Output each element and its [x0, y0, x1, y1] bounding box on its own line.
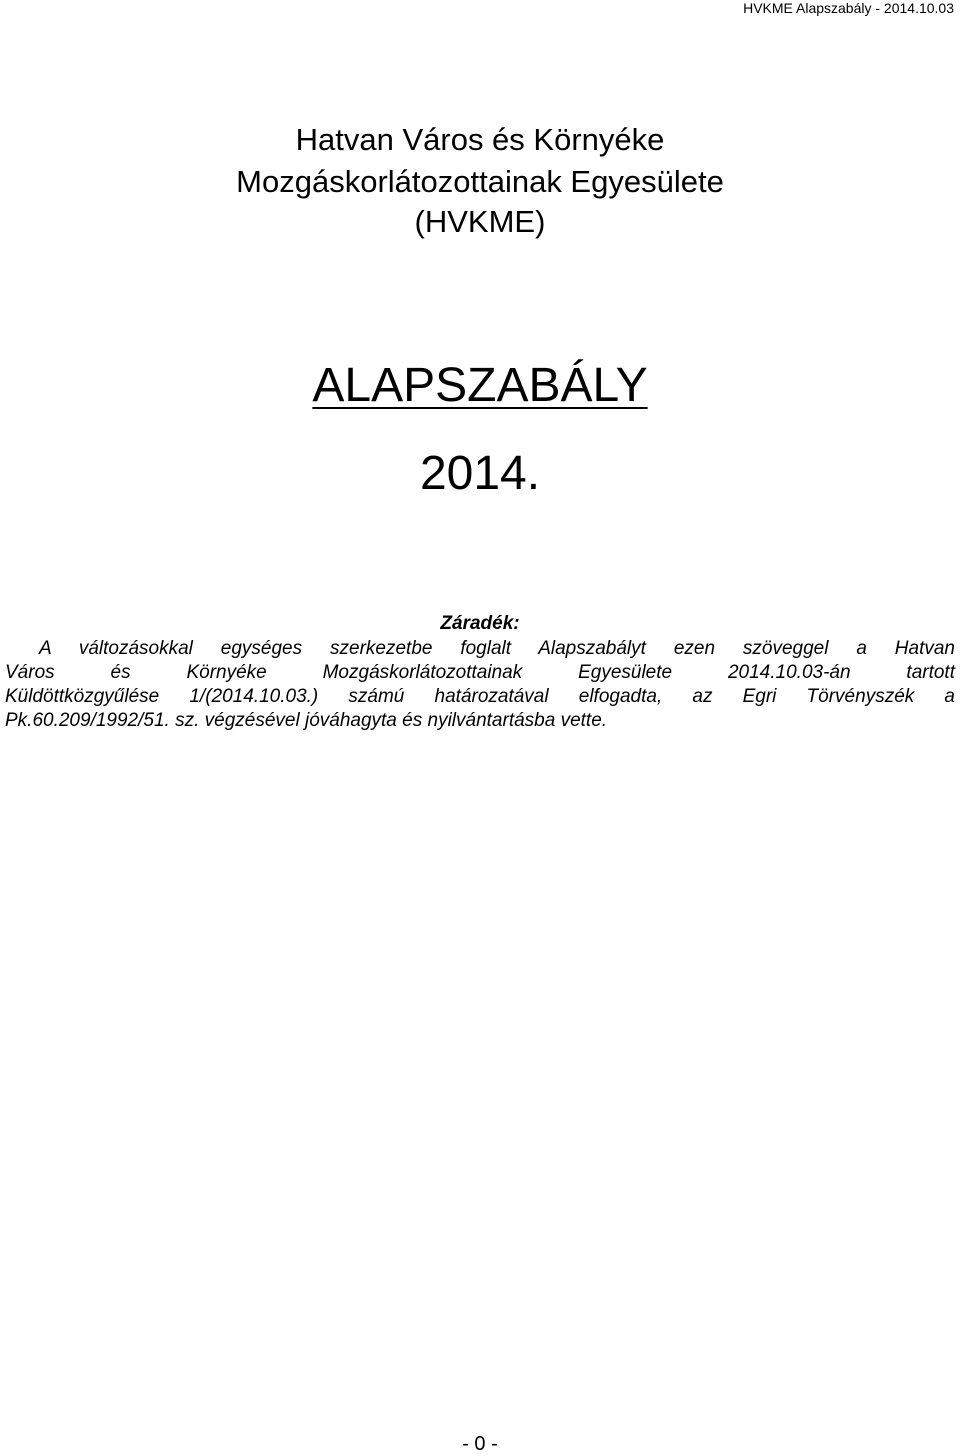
organization-name-line-2: Mozgáskorlátozottainak Egyesülete — [236, 164, 724, 199]
running-header: HVKME Alapszabály - 2014.10.03 — [743, 0, 954, 16]
clause-line: Város és Környéke Mozgáskorlátozottainak Egyesülete 2014.10.03-án tartott — [5, 662, 955, 683]
clause-line: A változásokkal egységes szerkezetbe foglalt Alapszabályt ezen szöveggel a Hatvan — [39, 638, 955, 659]
document-year: 2014. — [419, 447, 541, 500]
document-title: ALAPSZABÁLY — [312, 359, 648, 412]
organization-abbreviation: (HVKME) — [414, 204, 546, 239]
clause-body — [5, 637, 955, 733]
clause-line: Pk.60.209/1992/51. sz. végzésével jóváhagyta és nyilvántartásba vette. — [5, 710, 608, 731]
clause-line: Küldöttközgyűlése 1/(2014.10.03.) számú határozatával elfogadta, az Egri Törvényszék a — [5, 686, 955, 707]
organization-name-line-1: Hatvan Város és Környéke — [295, 122, 665, 157]
page-number: - 0 - — [462, 1433, 498, 1455]
clause-heading: Záradék: — [440, 613, 520, 634]
